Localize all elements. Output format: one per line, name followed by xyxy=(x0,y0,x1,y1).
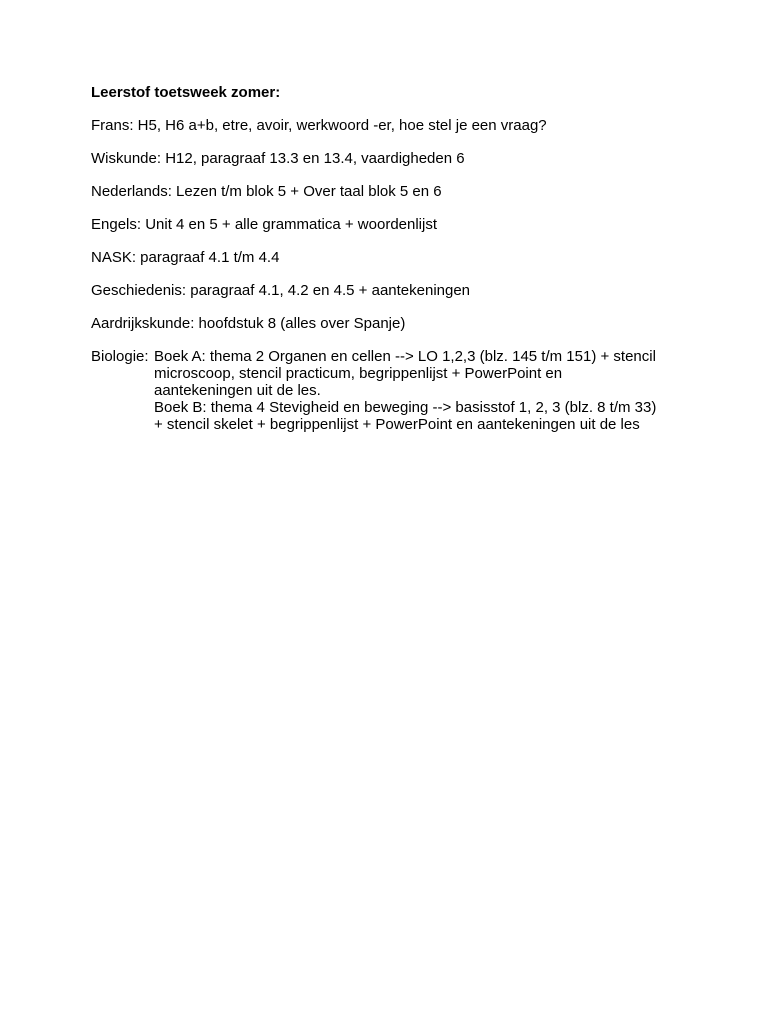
biologie-line: microscoop, stencil practicum, begrippenlijst + PowerPoint en xyxy=(154,365,563,382)
subject-nederlands: Nederlands: Lezen t/m blok 5 + Over taal blok 5 en 6 xyxy=(91,183,442,200)
subject-engels: Engels: Unit 4 en 5 + alle grammatica + woordenlijst xyxy=(91,216,438,233)
biologie-label: Biologie: xyxy=(91,348,149,365)
subject-nask: NASK: paragraaf 4.1 t/m 4.4 xyxy=(91,249,280,266)
subject-biologie xyxy=(91,348,691,433)
biologie-line: + stencil skelet + begrippenlijst + PowerPoint en aantekeningen uit de les xyxy=(154,416,640,433)
document-title: Leerstof toetsweek zomer: xyxy=(91,84,281,101)
biologie-content xyxy=(154,348,691,433)
biologie-line: Boek A: thema 2 Organen en cellen --> LO 1,2,3 (blz. 145 t/m 151) + stencil xyxy=(154,348,656,365)
document-page xyxy=(91,84,691,433)
subject-aardrijkskunde: Aardrijkskunde: hoofdstuk 8 (alles over Spanje) xyxy=(91,315,406,332)
biologie-line: aantekeningen uit de les. xyxy=(154,382,321,399)
subject-wiskunde: Wiskunde: H12, paragraaf 13.3 en 13.4, vaardigheden 6 xyxy=(91,150,465,167)
biologie-line: Boek B: thema 4 Stevigheid en beweging --> basisstof 1, 2, 3 (blz. 8 t/m 33) xyxy=(154,399,657,416)
subject-frans: Frans: H5, H6 a+b, etre, avoir, werkwoord -er, hoe stel je een vraag? xyxy=(91,117,547,134)
subject-geschiedenis: Geschiedenis: paragraaf 4.1, 4.2 en 4.5 + aantekeningen xyxy=(91,282,471,299)
